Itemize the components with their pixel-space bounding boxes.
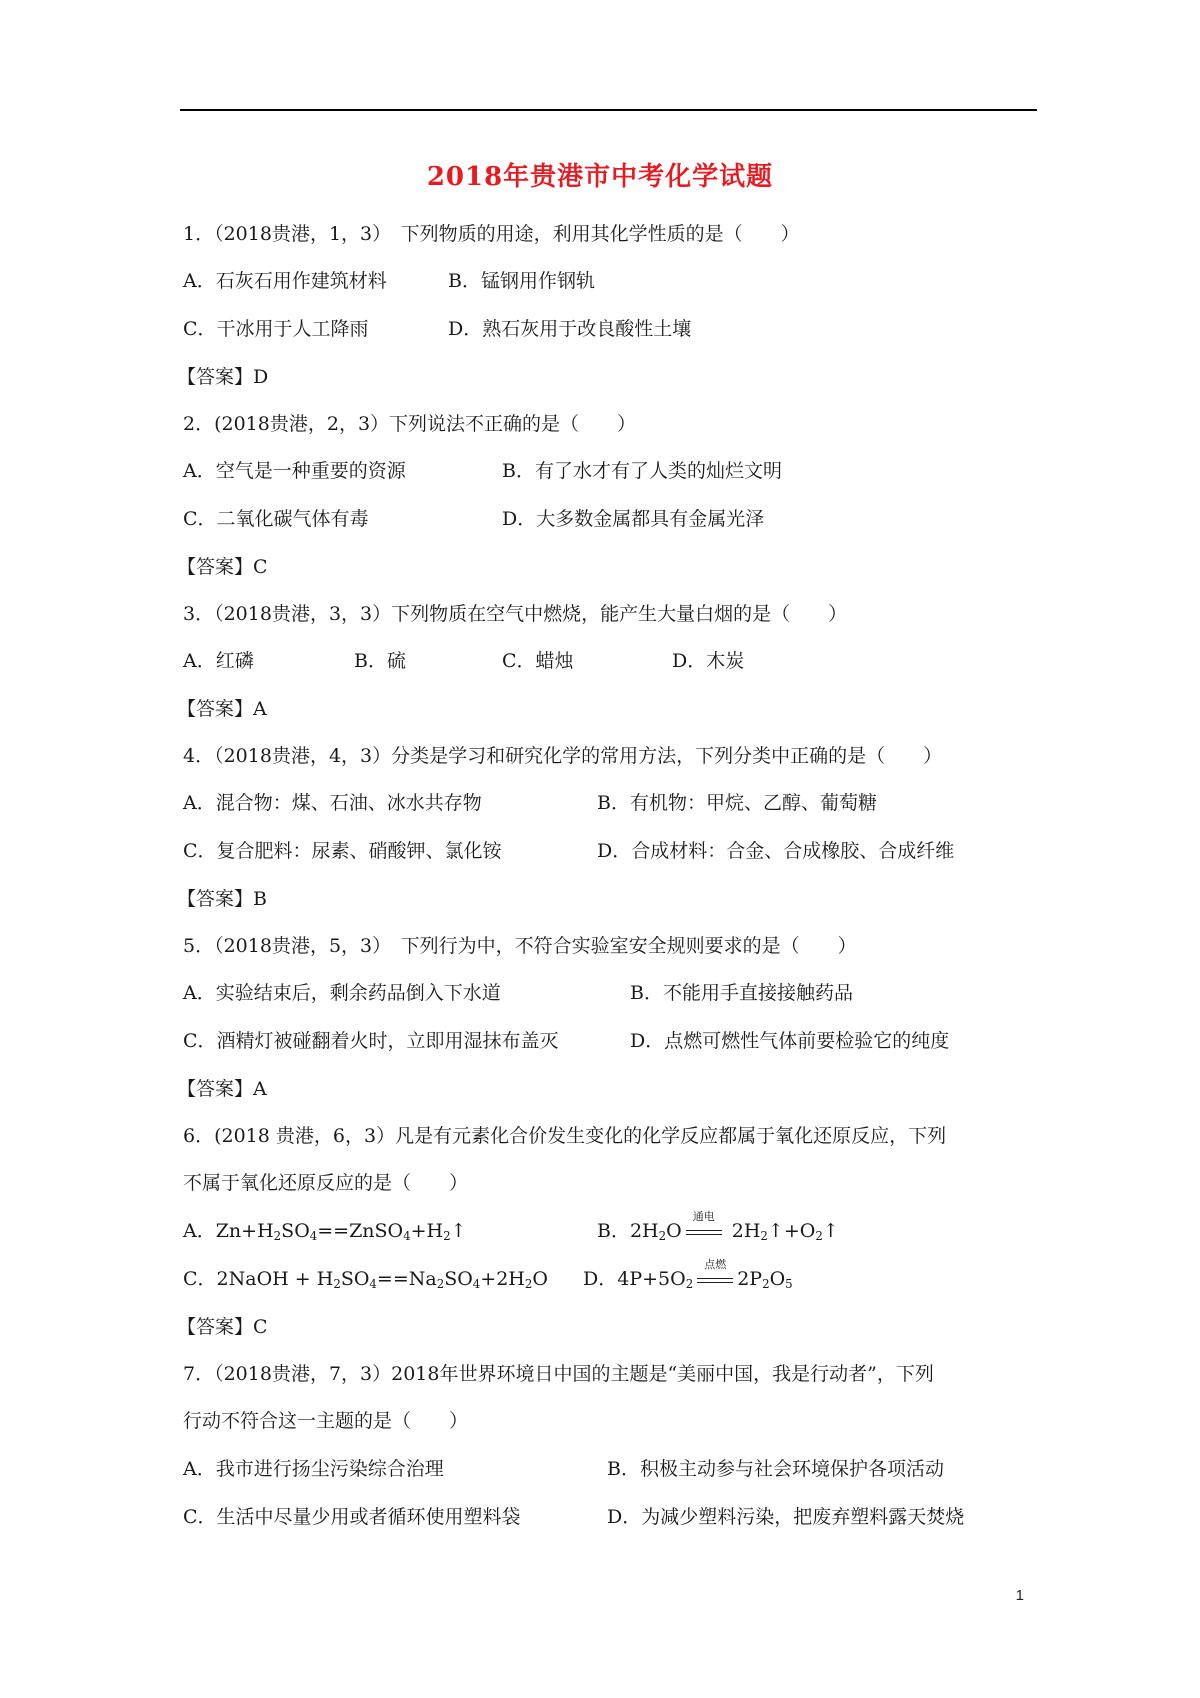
q2-option-d: D．大多数金属都具有金属光泽 — [502, 508, 765, 530]
q1-option-c: C．干冰用于人工降雨 — [183, 318, 369, 340]
q6-option-a-label: A． — [183, 1220, 216, 1242]
q3-option-b: B．硫 — [354, 650, 406, 672]
q1-option-d: D．熟石灰用于改良酸性土壤 — [448, 318, 692, 340]
q3-option-a: A．红磷 — [183, 650, 254, 672]
reaction-arrow — [682, 1210, 726, 1244]
q4-stem: 4．（2018贵港，4，3）分类是学习和研究化学的常用方法，下列分类中正确的是（ ） — [183, 745, 943, 767]
q6-option-d-label: D． — [583, 1268, 618, 1290]
q6-stem-line1: 6．(2018 贵港，6，3）凡是有元素化合价发生变化的化学反应都属于氧化还原反应，下列 — [183, 1125, 947, 1147]
q7-option-d: D．为减少塑料污染，把废弃塑料露天焚烧 — [607, 1506, 965, 1528]
q4-option-a: A．混合物：煤、石油、冰水共存物 — [183, 792, 482, 814]
q7-option-a: A．我市进行扬尘污染综合治理 — [183, 1458, 444, 1480]
q2-option-b: B．有了水才有了人类的灿烂文明 — [502, 460, 782, 482]
q4-answer: 【答案】B — [177, 888, 267, 910]
q5-option-d: D．点燃可燃性气体前要检验它的纯度 — [630, 1030, 950, 1052]
condition-ignition: 点燃 — [704, 1258, 727, 1271]
q4-option-c: C．复合肥料：尿素、硝酸钾、氯化铵 — [183, 840, 502, 862]
q6-stem-line2: 不属于氧化还原反应的是（ ） — [183, 1172, 469, 1194]
q6-option-c: C．2NaOH + $H_2SO_4==Na_2SO_4+2H_2O$ — [183, 1268, 548, 1291]
q5-stem: 5．（2018贵港，5，3） 下列行为中，不符合实验室安全规则要求的是（ ） — [183, 935, 857, 957]
q5-answer: 【答案】A — [177, 1078, 267, 1100]
q2-stem: 2．(2018贵港，2，3）下列说法不正确的是（ ） — [183, 413, 637, 435]
reaction-arrow — [693, 1258, 737, 1292]
condition-electrolysis: 通电 — [692, 1210, 715, 1223]
q6-option-b: B．$2H_2O$ 通电 $2H_2↑+O_2↑$ — [597, 1210, 839, 1243]
q7-option-b: B．积极主动参与社会环境保护各项活动 — [607, 1458, 944, 1480]
page-title: 2018年贵港市中考化学试题 — [426, 162, 774, 192]
q2-option-a: A．空气是一种重要的资源 — [183, 460, 406, 482]
q1-stem: 1．（2018贵港，1，3） 下列物质的用途，利用其化学性质的是（ ） — [183, 223, 800, 245]
q4-option-d: D．合成材料：合金、合成橡胶、合成纤维 — [597, 840, 955, 862]
q5-option-b: B．不能用手直接接触药品 — [630, 982, 853, 1004]
q6-option-b-label: B． — [597, 1220, 630, 1242]
q7-stem-line1: 7．（2018贵港，7，3）2018年世界环境日中国的主题是“美丽中国，我是行动者”，下列 — [183, 1363, 934, 1385]
q3-stem: 3．（2018贵港，3，3）下列物质在空气中燃烧，能产生大量白烟的是（ ） — [183, 603, 848, 625]
q1-answer: 【答案】D — [177, 366, 269, 388]
q5-option-a: A．实验结束后，剩余药品倒入下水道 — [183, 982, 501, 1004]
q1-option-b: B．锰钢用作钢轨 — [448, 270, 595, 292]
q2-option-c: C．二氧化碳气体有毒 — [183, 508, 369, 530]
q6-option-c-label: C． — [183, 1268, 217, 1290]
q3-answer: 【答案】A — [177, 698, 267, 720]
q3-option-d: D．木炭 — [672, 650, 745, 672]
q4-option-b: B．有机物：甲烷、乙醇、葡萄糖 — [597, 792, 877, 814]
q7-stem-line2: 行动不符合这一主题的是（ ） — [183, 1410, 469, 1432]
q7-option-c: C．生活中尽量少用或者循环使用塑料袋 — [183, 1506, 521, 1528]
q2-answer: 【答案】C — [177, 556, 268, 578]
q5-option-c: C．酒精灯被碰翻着火时，立即用湿抹布盖灭 — [183, 1030, 559, 1052]
q6-answer: 【答案】C — [177, 1316, 268, 1338]
q3-option-c: C．蜡烛 — [502, 650, 574, 672]
q6-option-d: D．$4P+5O_2$ 点燃 $2P_2O_5$ — [583, 1258, 793, 1291]
q6-option-a: A．$Zn+H_2SO_4==ZnSO_4+H_2↑$ — [183, 1220, 467, 1243]
q1-option-a: A．石灰石用作建筑材料 — [183, 270, 387, 292]
page-number: 1 — [1015, 1587, 1024, 1604]
header-rule — [180, 109, 1037, 111]
